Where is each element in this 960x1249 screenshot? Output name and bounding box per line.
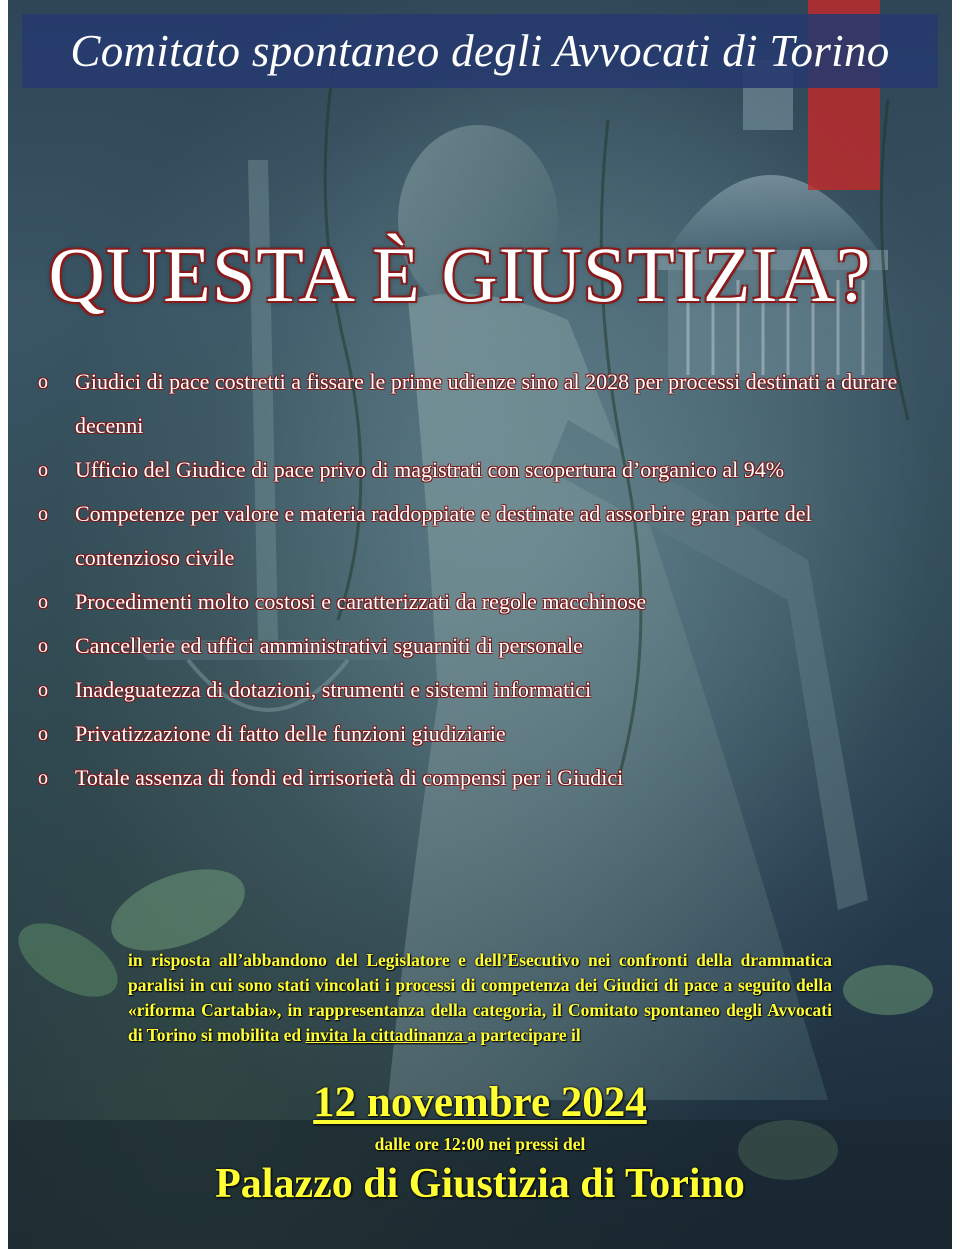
bullet-icon: o <box>38 635 48 657</box>
issue-text: Privatizzazione di fatto delle funzioni giudiziarie <box>75 721 506 746</box>
issue-item <box>38 668 918 712</box>
bullet-icon: o <box>38 591 48 613</box>
issue-text: Cancellerie ed uffici amministrativi sguarniti di personale <box>75 633 583 658</box>
issue-text: Giudici di pace costretti a fissare le prime udienze sino al 2028 per processi destinati a durare decenni <box>75 369 898 438</box>
issue-item <box>38 580 918 624</box>
bullet-icon: o <box>38 723 48 745</box>
bullet-icon: o <box>38 371 48 393</box>
bullet-icon: o <box>38 679 48 701</box>
message-outro: a partecipare il <box>467 1025 581 1045</box>
issue-text: Ufficio del Giudice di pace privo di magistrati con scopertura d’organico al 94% <box>75 457 785 482</box>
message-intro: in risposta all’abbandono del Legislatore e dell’Esecutivo nei confronti della drammatica paralisi in cui sono stati vincolati i processi di competenza dei Giudici di pace a seguito della «riforma Cartabia», in rappresentanza della categoria, il Comitato spontaneo degli Avvocati di Torino si mobilita ed <box>128 950 832 1045</box>
event-place: Palazzo di Giustizia di Torino <box>215 1161 745 1207</box>
issue-item <box>38 756 918 800</box>
event-time: dalle ore 12:00 nei pressi del <box>374 1134 586 1154</box>
invitation-link-text: invita la cittadinanza <box>305 1025 468 1045</box>
issue-item <box>38 448 918 492</box>
issue-text: Competenze per valore e materia raddoppiate e destinate ad assorbire gran parte del contenzioso civile <box>75 501 812 570</box>
call-to-action-paragraph <box>128 948 832 1048</box>
organization-title: Comitato spontaneo degli Avvocati di Torino <box>70 26 890 76</box>
issue-item <box>38 360 918 448</box>
issue-text: Totale assenza di fondi ed irrisorietà di compensi per i Giudici <box>75 765 624 790</box>
poster <box>8 0 952 1249</box>
issue-text: Inadeguatezza di dotazioni, strumenti e sistemi informatici <box>75 677 592 702</box>
bullet-icon: o <box>38 503 48 525</box>
bullet-icon: o <box>38 459 48 481</box>
event-date: 12 novembre 2024 <box>313 1079 647 1126</box>
issue-item <box>38 492 918 580</box>
issue-item <box>38 712 918 756</box>
issue-text: Procedimenti molto costosi e caratterizzati da regole macchinose <box>75 589 647 614</box>
issues-list <box>38 360 918 800</box>
bullet-icon: o <box>38 767 48 789</box>
issue-item <box>38 624 918 668</box>
headline: QUESTA È GIUSTIZIA? <box>48 231 872 318</box>
